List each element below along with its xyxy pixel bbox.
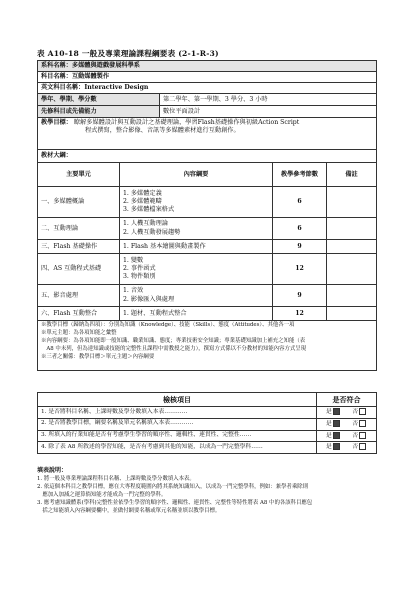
- english-name-row: [38, 83, 377, 94]
- course-outline-table: [37, 60, 377, 371]
- unit-content: 1. 題材、互動程式整合: [120, 307, 273, 321]
- unit-hours: 12: [273, 254, 327, 285]
- course-value: 互動媒體製作: [71, 73, 110, 81]
- unit-remark: [327, 285, 377, 307]
- no-checkbox[interactable]: [359, 408, 366, 415]
- no-checkbox[interactable]: [359, 443, 366, 450]
- unit-name: 三、Flash 基礎操作: [38, 240, 120, 254]
- unit-hours: 9: [273, 240, 327, 254]
- unit-name: 六、Flash 互動整合: [38, 307, 120, 321]
- unit-content: 1. 音效 2. 影像匯入與處理: [120, 285, 273, 307]
- column-header-remark: 備註: [327, 163, 377, 187]
- note-line: ※教學目標（歸納為四項）：分別為知識（Knowledge）、技能（Skills）、態度（Attitudes）、其他各一項: [41, 322, 295, 329]
- unit-content: 1. 多媒體定義 2. 多媒體範疇 3. 多媒體檔案格式: [120, 187, 273, 218]
- course-label: 科目名稱：: [41, 73, 72, 81]
- yes-checkbox[interactable]: [333, 408, 340, 415]
- table-row: [38, 187, 377, 218]
- instruction-line: 3. 應考慮知識體系(學科)完整性並依學生學習的順序性、邏輯性、連貫性、完整性等特性將表 A8 中的各該科目應包: [37, 500, 313, 507]
- unit-hours: 6: [273, 187, 327, 218]
- checklist-result: 是 否: [317, 418, 377, 430]
- prereq-value: 數位平面設計: [160, 106, 377, 118]
- goals-line-2: 程式撰寫，整合影像、音訊等多媒體素材進行互動創作。: [85, 127, 240, 135]
- checklist-result: 是 否: [317, 407, 377, 419]
- department-row: [38, 61, 377, 72]
- unit-name: 二、互動理論: [38, 218, 120, 240]
- unit-remark: [327, 218, 377, 240]
- unit-content: 1. 人機互動理論 2. 人機互動發展趨勢: [120, 218, 273, 240]
- instruction-line: 應加入加減之運算倘知能才能成為一門完整的學科。: [37, 492, 167, 499]
- unit-hours: 9: [273, 285, 327, 307]
- table-row: [38, 307, 377, 321]
- course-name-row: [38, 72, 377, 83]
- goals-label: 教學目標：: [41, 119, 72, 127]
- unit-remark: [327, 307, 377, 321]
- no-checkbox[interactable]: [359, 420, 366, 427]
- table-row: [38, 254, 377, 285]
- unit-hours: 6: [273, 218, 327, 240]
- instructions-title: 填表說明：: [37, 467, 68, 474]
- outline-label: 教材大綱：: [38, 150, 377, 163]
- yes-checkbox[interactable]: [333, 432, 340, 439]
- unit-name: 四、AS 互動程式基礎: [38, 254, 120, 285]
- year-label: 學年、學期、學分數: [38, 94, 160, 106]
- table-row: [38, 240, 377, 254]
- instruction-line: 2. 依這個本科目之教學目標，應在大專程度範圍內將其系統知識知入，以成為一門完整學科，例如：兼學者乘除則: [37, 484, 308, 491]
- page-title: 表 A10-18 一般及專業理論課程綱要表 (2-1-R-3): [37, 49, 219, 58]
- checklist-row: [38, 407, 377, 419]
- notes-cell: [38, 321, 377, 371]
- checklist-result-title: 是否符合: [317, 393, 377, 407]
- unit-name: 一、多媒體概論: [38, 187, 120, 218]
- checklist-table: [37, 392, 377, 454]
- yes-checkbox[interactable]: [333, 420, 340, 427]
- teaching-goals-cell: [38, 118, 377, 150]
- year-value: 第二學年、第一學期、3 學分、3 小時: [160, 94, 377, 106]
- checklist-result: 是 否: [317, 442, 377, 454]
- table-row: [38, 218, 377, 240]
- english-value: Interactive Design: [84, 84, 149, 92]
- checklist-row: [38, 430, 377, 442]
- column-header-hours: 教學參考節數: [273, 163, 327, 187]
- instruction-line: 括之知能填入內容綱要欄中，並做付網要名稱或單元名稱並填以教學目標。: [37, 508, 221, 515]
- yes-checkbox[interactable]: [333, 443, 340, 450]
- column-header-content: 內容綱要: [120, 163, 273, 187]
- goals-line-1: 瞭解多媒體設計與互動設計之基礎理論，學習Flash基礎操作與初級Action Script: [73, 119, 300, 127]
- checklist-row: [38, 418, 377, 430]
- note-line: ※單元主題：為各項知能之彙整: [41, 330, 117, 337]
- checklist-title: 檢核項目: [38, 393, 317, 407]
- unit-remark: [327, 187, 377, 218]
- table-row: [38, 285, 377, 307]
- english-label: 英文科目名稱：: [41, 84, 85, 92]
- checklist-result: 是 否: [317, 430, 377, 442]
- unit-content: 1. Flash 基本繪圖與動畫製作: [120, 240, 273, 254]
- department-label: 系科名稱：: [41, 62, 72, 69]
- unit-name: 五、影音處理: [38, 285, 120, 307]
- checklist-item: 2. 是否將教學目標，綱要名稱及單元名稱填入本表…………: [38, 418, 317, 430]
- note-line: ※三者之關係：教學目標＞單元主題＞內容綱要: [41, 353, 155, 360]
- checklist-item: 3. 所填入的行業知能是否有考慮學生學習的順序性、邏輯性、連貫性、完整性……: [38, 430, 317, 442]
- unit-remark: [327, 240, 377, 254]
- checklist-item: 4. 除了表 A8 所敘述的學習知能，是否有考慮到其他的知能，以成為一門完整學科……: [38, 442, 317, 454]
- prereq-label: 先修科目或先備能力: [38, 106, 160, 118]
- unit-content: 1. 變數 2. 事件函式 3. 物件類別: [120, 254, 273, 285]
- checklist-item: 1. 是否將科目名稱、上課時數及學分數填入本表…………: [38, 407, 317, 419]
- note-line: A8 中未列，但為達知識或技能的完整性且課程中需教授之能力），撰寫方式係以不分教材的知能內容方式呈現: [41, 345, 307, 352]
- note-line: ※內容綱要：為各項知能即一般知識、職業知識、態度；專業技術安全知識；專業基礎知識加上補充之知能（表: [41, 337, 306, 344]
- no-checkbox[interactable]: [359, 432, 366, 439]
- instruction-line: 1. 將一般及專業理論課程科目名稱、上課時數及學分數填入本表。: [37, 476, 195, 482]
- unit-remark: [327, 254, 377, 285]
- instructions-section: [37, 466, 376, 516]
- column-header-unit: 主要單元: [38, 163, 120, 187]
- department-value: 多媒體與遊戲發展科學系: [71, 62, 140, 69]
- unit-hours: 12: [273, 307, 327, 321]
- checklist-row: [38, 442, 377, 454]
